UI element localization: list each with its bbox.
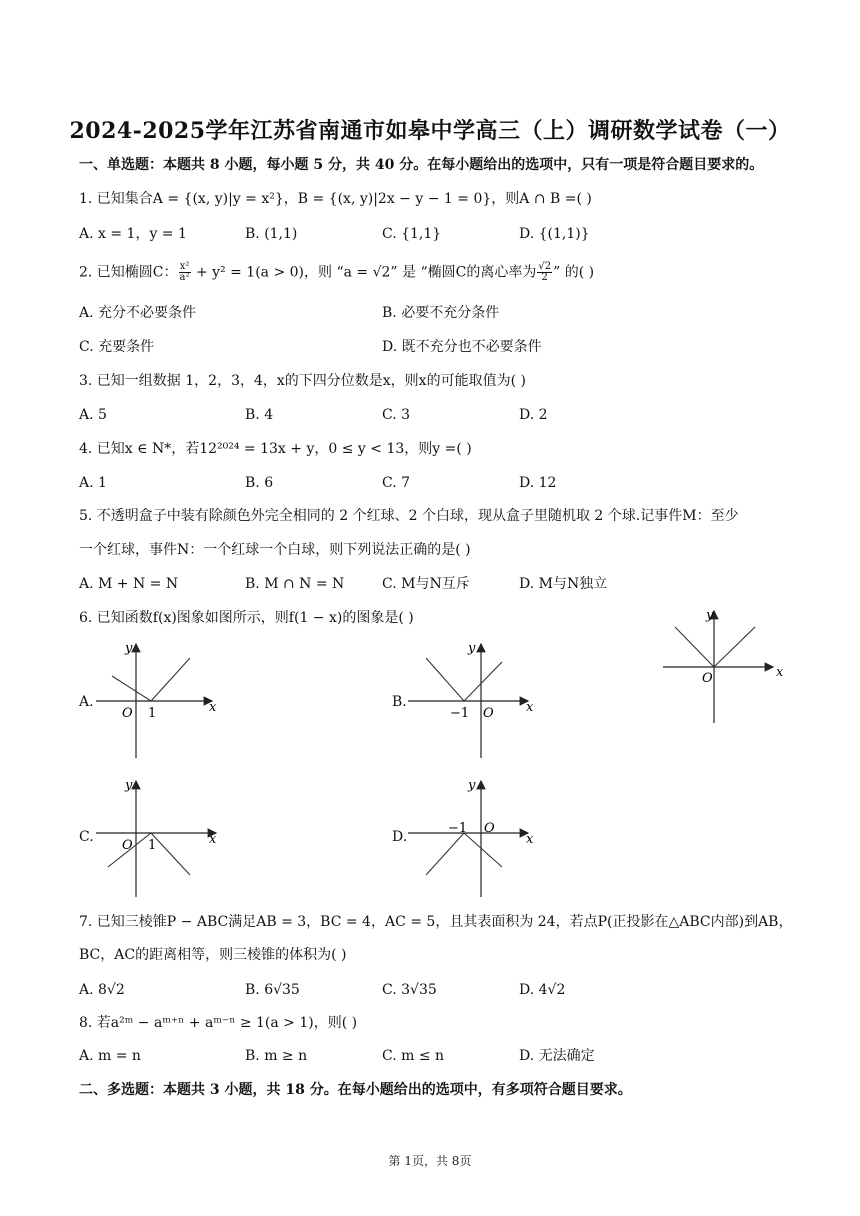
q6-option-a-graph[interactable] [92, 638, 227, 760]
y-label: y [125, 641, 133, 656]
q4-option-b[interactable]: B. 6 [245, 475, 274, 491]
q3-option-a[interactable]: A. 5 [79, 407, 107, 423]
origin-label: O [122, 706, 133, 721]
q1-option-d[interactable]: D. {(1,1)} [519, 226, 590, 242]
q6-option-b-letter[interactable]: B. [392, 694, 407, 710]
q6-stem: 6. 已知函数f(x)图象如图所示，则f(1 − x)的图象是( ) [79, 610, 414, 626]
x-label: x [526, 700, 534, 715]
q3-option-b[interactable]: B. 4 [245, 407, 274, 423]
q7-option-d[interactable]: D. 4√2 [519, 982, 566, 998]
page-footer: 第 1页，共 8页 [388, 1154, 472, 1168]
x-label: x [209, 832, 217, 847]
q1-option-a[interactable]: A. x = 1，y = 1 [79, 226, 187, 242]
q2-stem-part-a: 2. 已知椭圆C： [79, 264, 178, 281]
q4-option-d[interactable]: D. 12 [519, 475, 557, 491]
q5-stem-line2: 一个红球，事件N：一个红球一个白球，则下列说法正确的是( ) [79, 542, 471, 558]
y-label: y [125, 778, 133, 793]
q3-stem: 3. 已知一组数据 1，2，3，4，x的下四分位数是x，则x的可能取值为( ) [79, 373, 526, 389]
graph-curve [112, 658, 190, 701]
q3-option-d[interactable]: D. 2 [519, 407, 548, 423]
q4-stem: 4. 已知x ∈ N*，若12²⁰²⁴ = 13x + y，0 ≤ y < 13，则y =( ) [79, 441, 472, 457]
q1-stem: 1. 已知集合A = {(x, y)|y = x²}，B = {(x, y)|2x − y − 1 = 0}，则A ∩ B =( ) [79, 191, 592, 207]
q2-frac2-denominator: 2 [541, 272, 548, 283]
x-label: x [526, 832, 534, 847]
graph-curve [675, 627, 755, 667]
y-label: y [468, 778, 476, 793]
origin-label: O [122, 838, 133, 853]
q2-option-d[interactable]: D. 既不充分也不必要条件 [382, 339, 542, 355]
q2-fraction-x2-a2 [179, 262, 191, 283]
q7-option-a[interactable]: A. 8√2 [79, 982, 125, 998]
q2-frac1-denominator: a² [179, 272, 190, 283]
q7-stem-line1: 7. 已知三棱锥P − ABC满足AB = 3，BC = 4，AC = 5，且其表面积为 24，若点P(正投影在△ABC内部)到AB， [79, 914, 793, 930]
q1-option-b[interactable]: B. (1,1) [245, 226, 298, 242]
q5-stem-line1: 5. 不透明盒子中装有除颜色外完全相同的 2 个红球、2 个白球，现从盒子里随机取 2 个球.记事件M：至少 [79, 508, 739, 524]
q8-option-b[interactable]: B. m ≥ n [245, 1048, 308, 1064]
q2-frac1-numerator: x² [179, 261, 190, 272]
q6-option-c-letter[interactable]: C. [79, 829, 94, 845]
q3-option-c[interactable]: C. 3 [382, 407, 411, 423]
q5-option-d[interactable]: D. M与N独立 [519, 576, 608, 592]
q6-option-b-graph[interactable] [404, 638, 539, 760]
q4-option-a[interactable]: A. 1 [79, 475, 107, 491]
q8-option-a[interactable]: A. m = n [79, 1048, 141, 1064]
q2-stem-part-b: + y² = 1(a > 0)，则 “a = √2” 是 “椭圆C的离心率为 [191, 264, 537, 281]
q8-option-d[interactable]: D. 无法确定 [519, 1048, 595, 1064]
origin-label: O [484, 821, 495, 836]
q6-option-d-letter[interactable]: D. [392, 829, 408, 845]
graph-curve [426, 833, 502, 875]
q2-stem-part-c: ” 的( ) [553, 264, 595, 281]
q5-option-b[interactable]: B. M ∩ N = N [245, 576, 345, 592]
q6-given-graph [658, 605, 788, 727]
page-title: 2024-2025学年江苏省南通市如皋中学高三（上）调研数学试卷（一） [69, 118, 791, 144]
section-2-heading: 二、多选题：本题共 3 小题，共 18 分。在每小题给出的选项中，有多项符合题目要求。 [79, 1082, 632, 1098]
x-label: x [776, 665, 784, 680]
q2-stem [79, 262, 594, 283]
tick-label: 1 [148, 706, 157, 721]
q7-option-b[interactable]: B. 6√35 [245, 982, 300, 998]
x-label: x [209, 700, 217, 715]
q5-option-a[interactable]: A. M + N = N [79, 576, 179, 592]
q4-option-c[interactable]: C. 7 [382, 475, 411, 491]
q6-option-c-graph[interactable] [92, 775, 227, 900]
q1-option-c[interactable]: C. {1,1} [382, 226, 442, 242]
q7-stem-line2: BC，AC的距离相等，则三棱锥的体积为( ) [79, 947, 347, 963]
y-label: y [468, 641, 476, 656]
graph-curve [426, 658, 502, 701]
tick-label: 1 [148, 838, 157, 853]
q2-option-a[interactable]: A. 充分不必要条件 [79, 305, 197, 321]
q2-fraction-sqrt2-2 [537, 262, 552, 283]
q6-option-d-graph[interactable] [404, 775, 539, 900]
q2-frac2-numerator: √2 [538, 261, 552, 272]
tick-label: −1 [450, 706, 470, 721]
q2-option-c[interactable]: C. 充要条件 [79, 339, 155, 355]
q8-option-c[interactable]: C. m ≤ n [382, 1048, 445, 1064]
q5-option-c[interactable]: C. M与N互斥 [382, 576, 470, 592]
section-1-heading: 一、单选题：本题共 8 小题，每小题 5 分，共 40 分。在每小题给出的选项中，只有一项是符合题目要求的。 [79, 157, 764, 173]
q8-stem: 8. 若a²ᵐ − aᵐ⁺ⁿ + aᵐ⁻ⁿ ≥ 1(a > 1)，则( ) [79, 1015, 358, 1031]
q2-option-b[interactable]: B. 必要不充分条件 [382, 305, 500, 321]
q7-option-c[interactable]: C. 3√35 [382, 982, 437, 998]
y-label: y [706, 608, 714, 623]
origin-label: O [702, 671, 713, 686]
q6-option-a-letter[interactable]: A. [79, 694, 94, 710]
tick-label: −1 [448, 821, 468, 836]
origin-label: O [483, 706, 494, 721]
